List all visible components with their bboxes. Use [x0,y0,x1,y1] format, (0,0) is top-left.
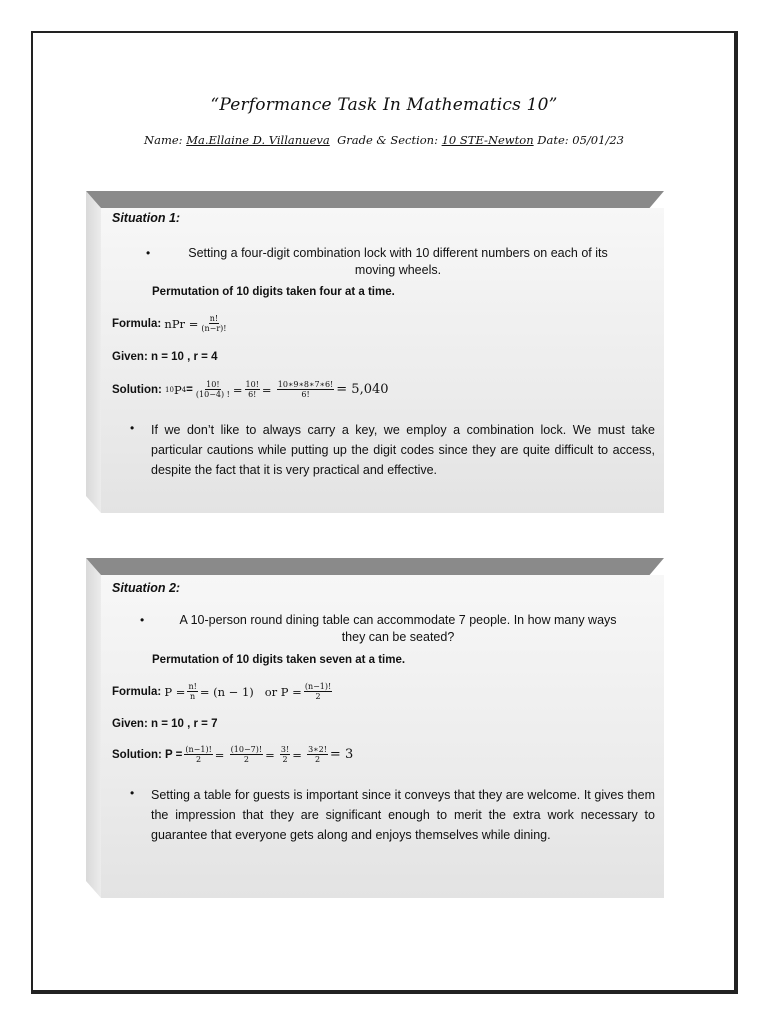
formula-fraction [200,314,227,333]
solution-p: P [173,382,182,397]
description-line-1: A 10-person round dining table can accommodate 7 people. In how many ways [179,613,617,627]
fraction-denominator: 6! [301,390,310,399]
box-left-bevel [86,558,101,898]
date-label: Date: 05/01/23 [537,133,624,147]
solution-result: = 5,040 [336,382,389,397]
page-title: “Performance Task In Mathematics 10” [210,95,558,115]
solution-subscript-2: 4 [181,385,187,394]
name-label: Name: [144,133,183,147]
situation-2-formula [112,682,334,701]
bullet-icon: • [140,613,145,627]
situation-2-solution: Solution: P = $\frac{(n-1)!}{2}$ = $\frac{(10-7)!}{2}$ = $\frac{3!}{2}$ = $\frac{3∗2!}{2}$ = 3 [112,745,354,764]
fraction-denominator: 2 [315,692,321,701]
fraction-denominator: 2 [282,755,288,764]
fraction-denominator: (n−r)! [201,324,227,333]
fraction-denominator: 2 [243,755,249,764]
formula-fraction-1 [187,682,197,701]
formula-label: Formula: [112,317,162,330]
box-top-bevel [86,558,664,575]
solution-label: Solution: P = [112,748,183,761]
solution-fraction-1 [195,380,231,399]
situation-2-description [148,612,648,646]
fraction-numerator: n! [209,314,219,323]
formula-middle: = (n − 1) or P = [199,684,302,699]
description-line-1: Setting a four-digit combination lock with 10 different numbers on each of its [188,246,608,260]
box-top-bevel [86,191,664,208]
bullet-icon: • [130,421,135,435]
fraction-numerator: 10∗9∗8∗7∗6! [277,380,334,389]
formula-lhs: nPr = [164,316,199,331]
fraction-numerator: (n−1)! [304,682,332,691]
situation-1-description [148,245,648,279]
solution-fraction-2 [245,380,260,399]
formula-fraction-2 [304,682,332,701]
fraction-denominator: 2 [196,755,202,764]
fraction-denominator: (10−4) ! [195,390,230,399]
description-line-2: they can be seated? [341,630,455,644]
solution-fraction-4 [307,745,328,764]
situation-2-given: Given: n = 10 , r = 7 [112,718,218,730]
situation-2-permutation: Permutation of 10 digits taken seven at a time. [152,654,406,666]
situation-2-title: Situation 2: [112,581,181,595]
grade-label: Grade & Section: [337,133,438,147]
situation-1-formula [112,314,229,333]
bullet-icon: • [130,786,135,800]
description-line-2: moving wheels. [354,263,442,277]
fraction-denominator: 6! [248,390,257,399]
situation-1-solution: Solution: 10 P 4 = $\frac{10!}{(10-4) !}$ = $\frac{10!}{6!}$ = $\frac{10∗9∗8∗7∗6!}{6!}$ = 5,040 [112,380,389,399]
fraction-numerator: (10−7)! [230,745,263,754]
solution-fraction-2 [230,745,263,764]
fraction-numerator: 10! [245,380,259,389]
formula-label: Formula: [112,685,162,698]
solution-result: = 3 [329,747,354,762]
name-value: Ma.Ellaine D. Villanueva [186,133,330,147]
grade-value: 10 STE-Newton [441,133,534,147]
situation-1-given: Given: n = 10 , r = 4 [112,351,218,363]
student-info-line [0,133,768,147]
situation-2-reflection: Setting a table for guests is important since it conveys that they are welcome. It gives them the impression that they are significant enough to merit the extra work necessary to guarantee that everyone gets along and enjoys themselves while dining. [151,788,655,842]
solution-label: Solution: [112,383,162,396]
bullet-icon: • [146,246,151,260]
fraction-numerator: (n−1)! [185,745,212,754]
solution-fraction-3 [277,380,335,399]
situation-1-reflection: If we don’t like to always carry a key, we employ a combination lock. We must take particular cautions while putting up the digit codes since they are quite difficult to access, despite the fact that it is very practical and effective. [151,423,655,477]
fraction-numerator: 3! [280,745,290,754]
fraction-numerator: 10! [206,380,220,389]
fraction-denominator: n [190,692,196,701]
fraction-numerator: n! [188,682,197,691]
formula-p: P = [164,684,186,699]
fraction-numerator: 3∗2! [308,745,327,754]
solution-subscript: 10 [165,385,174,394]
box-left-bevel [86,191,101,513]
solution-fraction-3 [280,745,290,764]
situation-1-title: Situation 1: [112,211,181,225]
situation-1-permutation: Permutation of 10 digits taken four at a time. [152,286,395,298]
solution-fraction-1 [184,745,212,764]
fraction-denominator: 2 [314,755,321,764]
